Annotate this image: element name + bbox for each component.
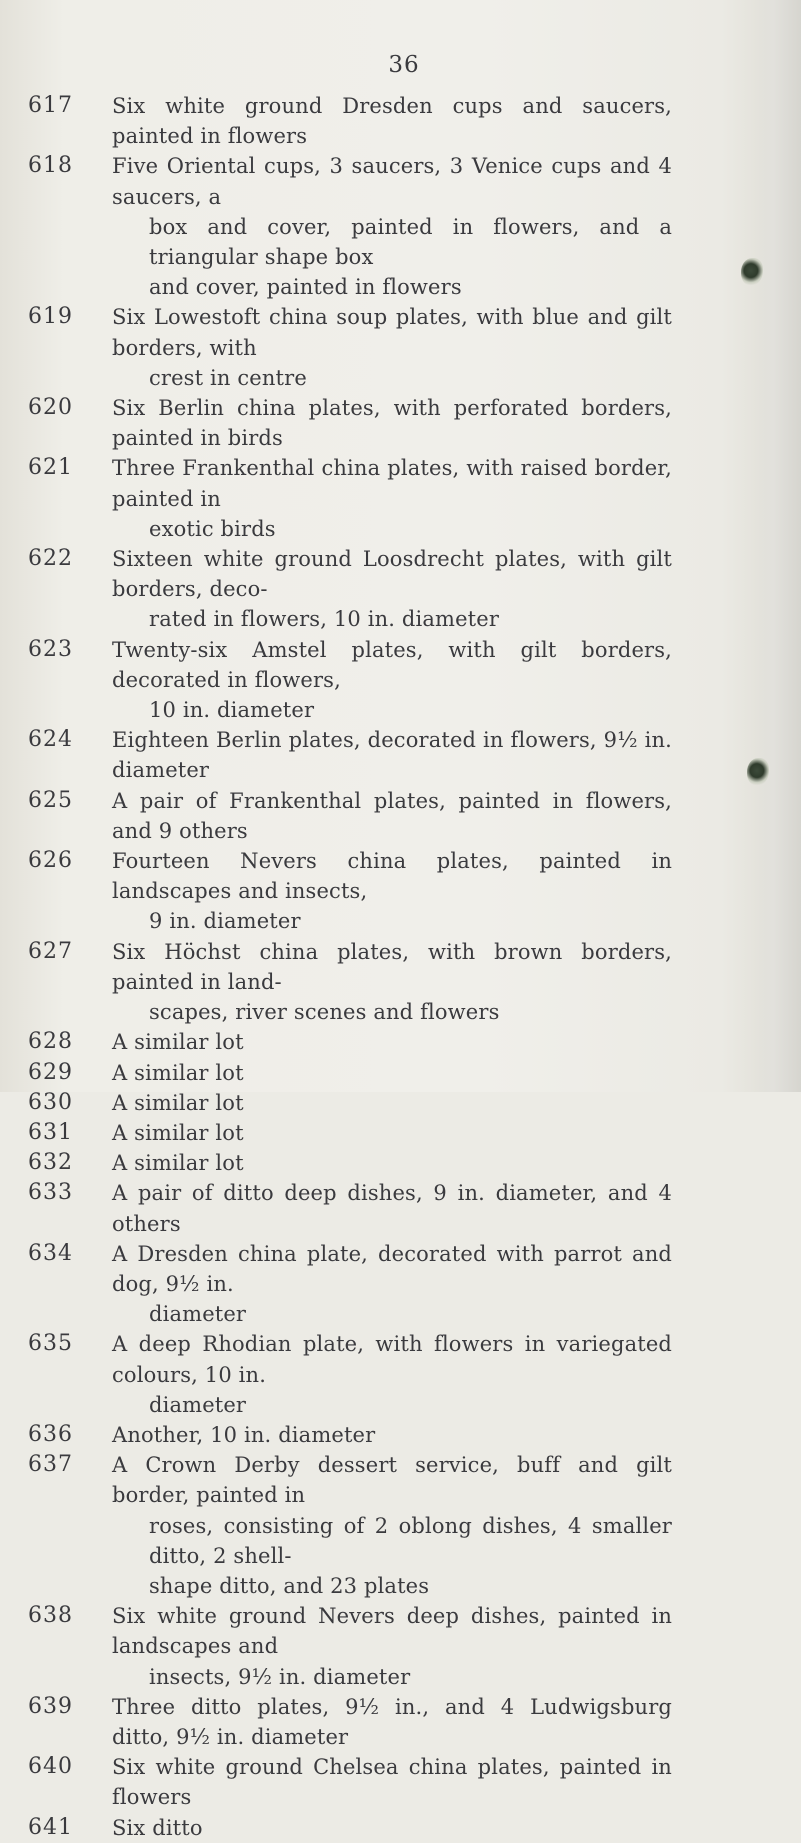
lot-entry: [0, 725, 801, 785]
lot-description-line: Six Lowestoft china soup plates, with blue and gilt borders, with: [112, 305, 672, 360]
lot-number: 625: [28, 787, 73, 813]
lot-number: 641: [28, 1814, 73, 1840]
lot-number: 621: [28, 455, 73, 481]
lot-number: 631: [28, 1119, 73, 1145]
lot-description: [112, 1692, 672, 1752]
lot-description-continuation: box and cover, painted in flowers, and a triangular shape box: [149, 214, 672, 270]
lot-description-line: Eighteen Berlin plates, decorated in flowers, 9½ in. diameter: [112, 728, 672, 783]
lot-description: [112, 544, 672, 635]
lot-entry: [0, 1239, 801, 1330]
lot-entry: [0, 1329, 801, 1420]
lot-entry: [0, 1058, 801, 1088]
lot-description-line: A similar lot: [112, 1060, 244, 1085]
lot-description-line: A Crown Derby dessert service, buff and gilt border, painted in: [112, 1453, 672, 1508]
lot-number: 638: [28, 1603, 73, 1629]
lot-description-line: Fourteen Nevers china plates, painted in landscapes and insects,: [112, 849, 672, 904]
lot-entry: [0, 1027, 801, 1057]
lot-list: [0, 91, 801, 1843]
lot-description: [112, 1148, 672, 1178]
lot-description-continuation: scapes, river scenes and flowers: [149, 1000, 500, 1025]
lot-entry: [0, 1178, 801, 1238]
lot-description: [112, 1601, 672, 1692]
lot-entry: [0, 302, 801, 393]
lot-number: 632: [28, 1150, 73, 1176]
lot-number: 640: [28, 1754, 73, 1780]
lot-description: [112, 846, 672, 937]
lot-number: 620: [28, 395, 73, 421]
lot-description: [112, 1058, 672, 1088]
lot-description-line: Six Höchst china plates, with brown borders, painted in land-: [112, 939, 672, 994]
lot-entry: [0, 786, 801, 846]
lot-number: 624: [28, 727, 73, 753]
lot-number: 637: [28, 1452, 73, 1478]
lot-description-line: A similar lot: [112, 1151, 244, 1176]
lot-description-continuation: diameter: [149, 1302, 247, 1327]
lot-description: [112, 1752, 672, 1812]
lot-description: [112, 91, 672, 151]
lot-description-line: Six ditto: [112, 1815, 203, 1840]
lot-description: [112, 1027, 672, 1057]
lot-number: 622: [28, 546, 73, 572]
lot-description-line: A deep Rhodian plate, with flowers in variegated colours, 10 in.: [112, 1332, 672, 1387]
lot-number: 627: [28, 938, 73, 964]
lot-entry: [0, 91, 801, 151]
lot-entry: [0, 1088, 801, 1118]
lot-description: [112, 786, 672, 846]
lot-description: [112, 635, 672, 726]
lot-description: [112, 1088, 672, 1118]
lot-entry: [0, 1420, 801, 1450]
lot-description-line: A pair of ditto deep dishes, 9 in. diameter, and 4 others: [112, 1181, 672, 1236]
lot-entry: [0, 1450, 801, 1601]
lot-description-line: Five Oriental cups, 3 saucers, 3 Venice cups and 4 saucers, a: [112, 154, 672, 209]
lot-description-line: A similar lot: [112, 1120, 244, 1145]
lot-description: [112, 302, 672, 393]
lot-number: 635: [28, 1331, 73, 1357]
lot-description: [112, 1118, 672, 1148]
lot-description: [112, 1178, 672, 1238]
lot-entry: [0, 1148, 801, 1178]
lot-description: [112, 725, 672, 785]
lot-description: [112, 1420, 672, 1450]
lot-number: 623: [28, 636, 73, 662]
lot-description-line: A similar lot: [112, 1090, 244, 1115]
lot-description-line: Three Frankenthal china plates, with raised border, painted in: [112, 456, 672, 511]
page-number: 36: [388, 52, 420, 78]
lot-description-line: Twenty-six Amstel plates, with gilt borders, decorated in flowers,: [112, 637, 672, 692]
lot-description: [112, 1329, 672, 1420]
lot-number: 626: [28, 848, 73, 874]
lot-description-line: Sixteen white ground Loosdrecht plates, with gilt borders, deco-: [112, 547, 672, 602]
lot-description-line: A pair of Frankenthal plates, painted in flowers, and 9 others: [112, 788, 672, 843]
lot-entry: [0, 1118, 801, 1148]
lot-description-continuation: diameter: [149, 1392, 247, 1417]
lot-description: [112, 151, 672, 302]
lot-entry: [0, 635, 801, 726]
lot-number: 618: [28, 153, 73, 179]
lot-description-line: Six white ground Dresden cups and saucers, painted in flowers: [112, 94, 672, 149]
lot-description-line: Six Berlin china plates, with perforated borders, painted in birds: [112, 396, 672, 451]
lot-number: 639: [28, 1693, 73, 1719]
lot-number: 630: [28, 1089, 73, 1115]
lot-entry: [0, 846, 801, 937]
lot-number: 633: [28, 1180, 73, 1206]
lot-description-continuation: exotic birds: [149, 516, 276, 541]
lot-number: 634: [28, 1240, 73, 1266]
lot-entry: [0, 393, 801, 453]
lot-description: [112, 937, 672, 1028]
lot-number: 629: [28, 1059, 73, 1085]
lot-description: [112, 1450, 672, 1601]
lot-entry: [0, 1813, 801, 1843]
lot-description-line: A Dresden china plate, decorated with parrot and dog, 9½ in.: [112, 1241, 672, 1296]
lot-entry: [0, 1692, 801, 1752]
lot-number: 636: [28, 1421, 73, 1447]
lot-entry: [0, 1601, 801, 1692]
lot-description-line: Three ditto plates, 9½ in., and 4 Ludwigsburg ditto, 9½ in. diameter: [112, 1694, 672, 1749]
lot-description: [112, 393, 672, 453]
lot-description: [112, 1239, 672, 1330]
lot-description-continuation: rated in flowers, 10 in. diameter: [149, 607, 500, 632]
lot-description-line: Six white ground Chelsea china plates, painted in flowers: [112, 1755, 672, 1810]
lot-description-line: A similar lot: [112, 1030, 244, 1055]
lot-entry: [0, 937, 801, 1028]
lot-description: [112, 1813, 672, 1843]
lot-description-continuation: and cover, painted in flowers: [149, 275, 462, 300]
lot-description-line: Another, 10 in. diameter: [112, 1422, 376, 1447]
lot-entry: [0, 1752, 801, 1812]
lot-description-continuation: roses, consisting of 2 oblong dishes, 4 smaller ditto, 2 shell-: [149, 1513, 672, 1568]
lot-entry: [0, 544, 801, 635]
lot-entry: [0, 453, 801, 544]
lot-description-continuation: insects, 9½ in. diameter: [149, 1664, 411, 1689]
lot-description: [112, 453, 672, 544]
lot-number: 619: [28, 304, 73, 330]
lot-description-continuation: shape ditto, and 23 plates: [149, 1573, 430, 1598]
lot-description-continuation: 10 in. diameter: [149, 698, 315, 723]
lot-description-continuation: crest in centre: [149, 365, 307, 390]
lot-description-continuation: 9 in. diameter: [149, 909, 301, 934]
lot-entry: [0, 151, 801, 302]
lot-number: 617: [28, 93, 73, 118]
lot-description-line: Six white ground Nevers deep dishes, painted in landscapes and: [112, 1604, 672, 1659]
lot-number: 628: [28, 1029, 73, 1055]
